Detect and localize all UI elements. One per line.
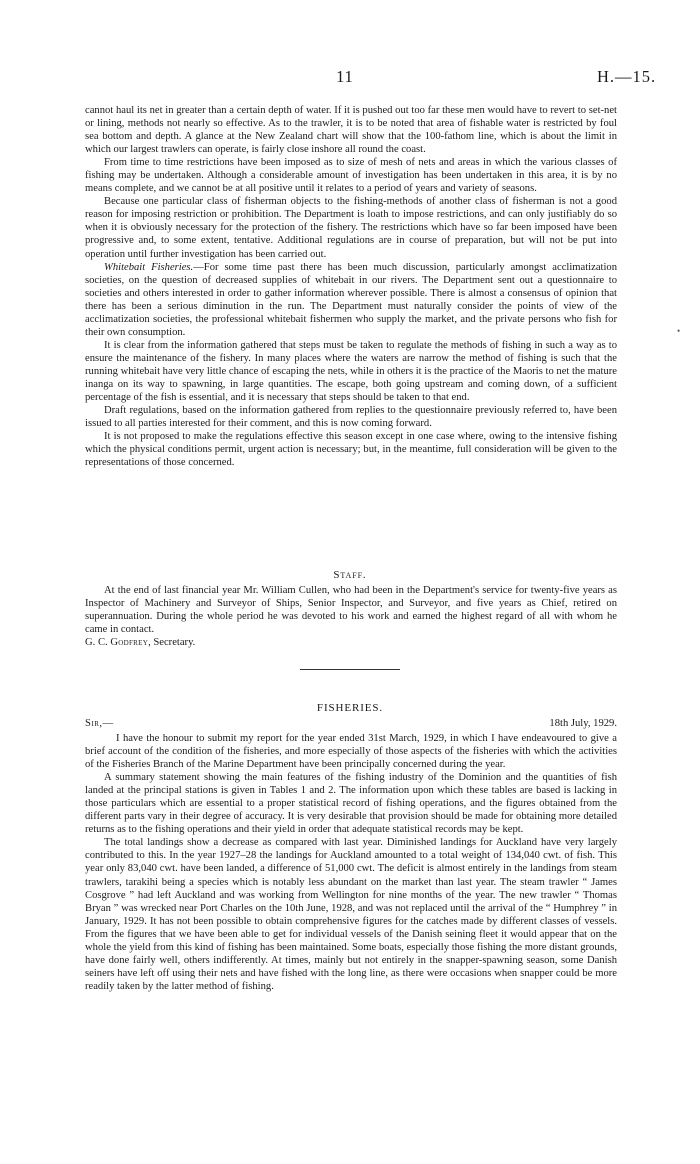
subheading-whitebait-fisheries: Whitebait Fisheries. [104, 261, 194, 273]
paragraph: It is clear from the information gathered that steps must be taken to regulate the methods of fishing in such a way as to ensure the maintenance of the fishery. In many places where the waters are narrow the method of fishing is such that the running whitebait have very little chance of escaping the nets, while in others it is the practice of the Maoris to net the mature inanga on its way to spawning, in large quantities. The escape, both going upstream and coming down, of a sufficient percentage of the fish is essential, and it is necessary that steps should be taken to that end. [85, 339, 617, 404]
section-heading-fisheries: FISHERIES. [316, 702, 384, 714]
section-divider [300, 669, 400, 670]
paragraph: The total landings show a decrease as compared with last year. Diminished landings for Auckland have very largely contributed to this. In the year 1927–28 the landings for Auckland amounted to a total weight of 134,040 cwt. of fish. This year only 83,040 cwt. have been landed, a difference of 51,000 cwt. The deficit is almost entirely in the landings from steam trawlers, tarakihi being a species which is notably less abundant on the market than last year. The steam trawler “ James Cosgrove ” had left Auckland and was working from Wellington for nine months of the year. The new trawler “ Thomas Bryan ” was wrecked near Port Charles on the 10th June, 1928, and was not replaced until the arrival of the “ Humphrey ” in January, 1929. It has not been possible to obtain comprehensive figures for the catches made by different classes of vessels. From the figures that we have been able to get for individual vessels of the Danish seining fleet it would appear that on the whole the yield from this kind of fishing has been maintained. Some boats, especially those fishing the more distant grounds, have done fairly well, others indifferently. At times, mainly but not entirely in the snapper-spawning season, some Danish seiners have left off using their nets and have fished with the long line, as there were occasions when snapper could be more readily taken by the latter method of fishing. [85, 837, 617, 992]
salutation: Sir,— [85, 718, 114, 729]
paragraph: From time to time restrictions have been imposed as to size of mesh of nets and areas in which the various classes of fishing may be undertaken. Although a considerable amount of investigation has been undertaken in this area, it is by no means complete, and we cannot be at all positive until it relates to a period of years and variety of seasons. [85, 157, 617, 195]
section-staff [85, 584, 617, 649]
paragraph: Because one particular class of fisherman objects to the fishing-methods of another class of fisherman is not a good reason for imposing restriction or prohibition. The Department is loath to impose restrictions, and can only justifiably do so when it is obviously necessary for the protection of the fishery. The restrictions which have so far been imposed have been progressive and, to some extent, tentative. Additional regulations are in course of preparation, but will not be put into operation until further investigation has been carried out. [85, 196, 617, 260]
salutation-row [85, 717, 617, 731]
section-continuation [85, 104, 617, 469]
signature-initials: G. C. [85, 637, 111, 649]
report-date: 18th July, 1929. [549, 718, 617, 729]
paragraph: Draft regulations, based on the information gathered from replies to the questionnaire previously referred to, have been issued to all parties interested for their comment, and this is now coming forward. [85, 405, 617, 430]
paragraph: At the end of last financial year Mr. William Cullen, who had been in the Department's service for twenty-five years as Inspector of Machinery and Surveyor of Ships, Senior Inspector, and Surveyor, and five years as Chief, retired on superannuation. During the whole period he was devoted to his work and earned the highest regard of all with whom he came in contact. [85, 585, 617, 636]
paragraph: A summary statement showing the main features of the fishing industry of the Dominion and the quantities of fish landed at the principal stations is given in Tables 1 and 2. The information upon which these tables are based is lacking in those particulars which are essential to a proper statistical record of fishing operations, and the figures obtained from the different parts vary in their degree of accuracy. It is very desirable that provision should be made for obtaining more detailed returns as to the fishing operations and their yield in order that adequate statistical records may be kept. [85, 772, 617, 836]
document-reference: H.—15. [597, 67, 657, 86]
signature-title: , Secretary. [148, 637, 196, 649]
paragraph: I have the honour to submit my report for the year ended 31st March, 1929, in which I have endeavoured to give a brief account of the condition of the fisheries, and more especially of those aspects of the fisheries with which the activities of the Fisheries Branch of the Marine Department have been principally concerned during the year. [85, 733, 617, 771]
section-heading-staff: Staff. [333, 569, 367, 581]
section-fisheries [85, 732, 617, 993]
paragraph: cannot haul its net in greater than a certain depth of water. If it is pushed out too far these men would have to revert to set-net or lining, methods not nearly so effective. As to the trawler, it is to be noted that area of fishable water is restricted by foul sea bottom and depth. A glance at the New Zealand chart will show that the 100-fathom line, which is about the limit in which our largest trawlers can operate, is fairly close inshore all round the coast. [85, 105, 617, 156]
paragraph: It is not proposed to make the regulations effective this season except in one case where, owing to the intensive fishing which the physical conditions permit, urgent action is necessary; but, in the meantime, full consideration will be given to the representations of those concerned. [85, 431, 617, 469]
whitebait-text: —For some time past there has been much discussion, particularly amongst acclimatization societies, on the question of decreased supplies of whitebait in our rivers. The Department sent out a questionnaire to societies and others interested in order to gather information wherever possible. There is almost a consensus of opinion that there has been a serious diminution in the run. The Department must naturally consider the points of view of the acclimatization societies, the professional whitebait fishermen who supply the market, and the private persons who fish for their own consumption. [85, 261, 618, 338]
signature-name: Godfrey [110, 637, 149, 649]
page-number: 11 [336, 67, 354, 86]
margin-mark: • [677, 326, 681, 336]
signature [85, 636, 617, 649]
paragraph-whitebait [85, 261, 617, 339]
page-header [0, 67, 700, 90]
